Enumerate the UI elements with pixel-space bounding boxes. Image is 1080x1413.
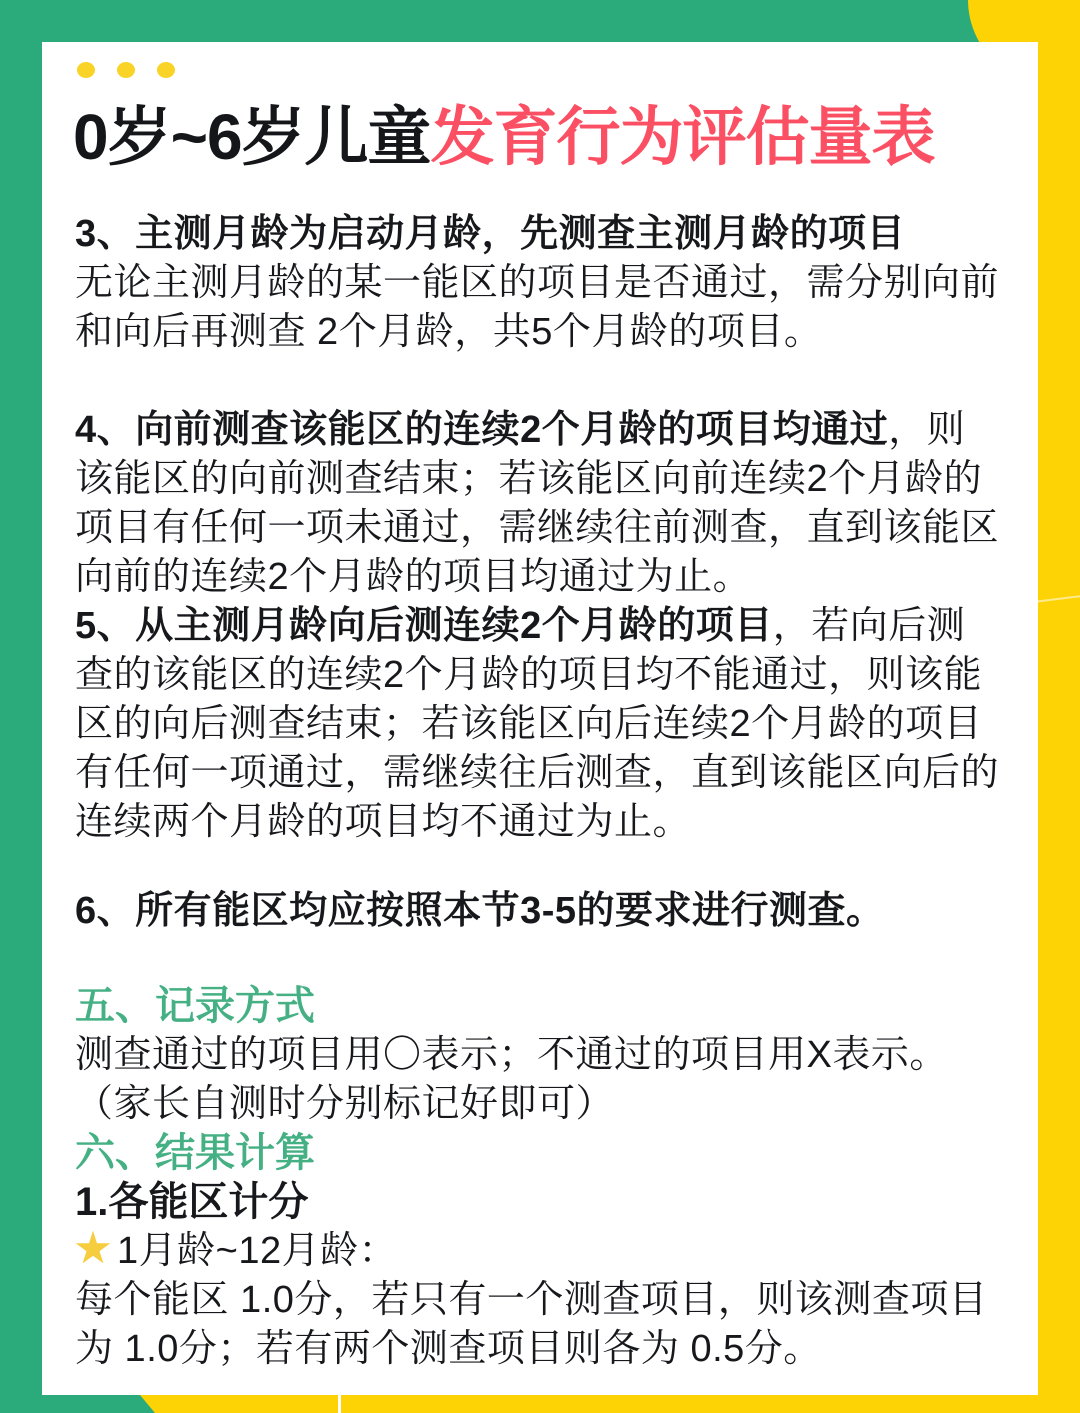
section-4-body: ，则该能区的向前测查结束；若该能区向前连续2个月龄的项目有任何一项未通过，需继续往前测查，直到该能区向前的连续2个月龄的项目均通过为止。 [75, 408, 1000, 598]
record-method-line1: 测查通过的项目用〇表示；不通过的项目用X表示。 [75, 1033, 948, 1076]
age-range-label: 1月龄~12月龄： [117, 1229, 398, 1272]
glowing-star-icon [75, 1231, 111, 1267]
section-5-heading: 5、从主测月龄向后测连续2个月龄的项目 [75, 604, 773, 647]
section-6-heading: 6、所有能区均应按照本节3-5的要求进行测查。 [75, 889, 885, 932]
section-5-body: ，若向后测查的该能区的连续2个月龄的项目均不能通过，则该能区的向后测查结束；若该能区向后连续2个月龄的项目有任何一项通过，需继续往后测查，直到该能区向后的连续两个月龄的项目均不通过为止。 [75, 604, 1000, 843]
bottom-seam-line [338, 1395, 341, 1413]
dot-icon [77, 62, 95, 78]
content-card [42, 42, 1038, 1395]
page-title-pink-part: 发育行为评估量表 [430, 101, 935, 173]
result-body: 每个能区 1.0分，若只有一个测查项目，则该测查项目为 1.0分；若有两个测查项目则各为 0.5分。 [75, 1278, 988, 1370]
bottom-edge-decoration [140, 1395, 1080, 1413]
record-method-heading: 五、记录方式 [75, 983, 315, 1028]
section-6 [75, 887, 1002, 936]
record-method-body [75, 1031, 1002, 1129]
result-calculation-heading: 六、结果计算 [75, 1130, 315, 1175]
section-3 [75, 210, 1002, 357]
dot-icon [117, 62, 135, 78]
page-title-black-part: 0岁~6岁儿童 [73, 101, 431, 173]
section-4 [75, 406, 1002, 602]
section-5 [75, 602, 1002, 847]
dots-decoration [77, 62, 1002, 78]
result-subheading: 1.各能区计分 [75, 1179, 309, 1224]
record-method-line2: （家长自测时分别标记好即可） [75, 1082, 615, 1125]
section-3-body: 无论主测月龄的某一能区的项目是否通过，需分别向前和向后再测查 2个月龄，共5个月龄的项目。 [75, 261, 1000, 353]
section-3-heading: 3、主测月龄为启动月龄，先测查主测月龄的项目 [75, 212, 906, 255]
right-edge-decoration [1038, 0, 1080, 1413]
dot-icon [157, 62, 175, 78]
section-4-heading: 4、向前测查该能区的连续2个月龄的项目均通过 [75, 408, 889, 451]
page-title [73, 102, 1002, 174]
age-range-line [75, 1227, 1002, 1276]
